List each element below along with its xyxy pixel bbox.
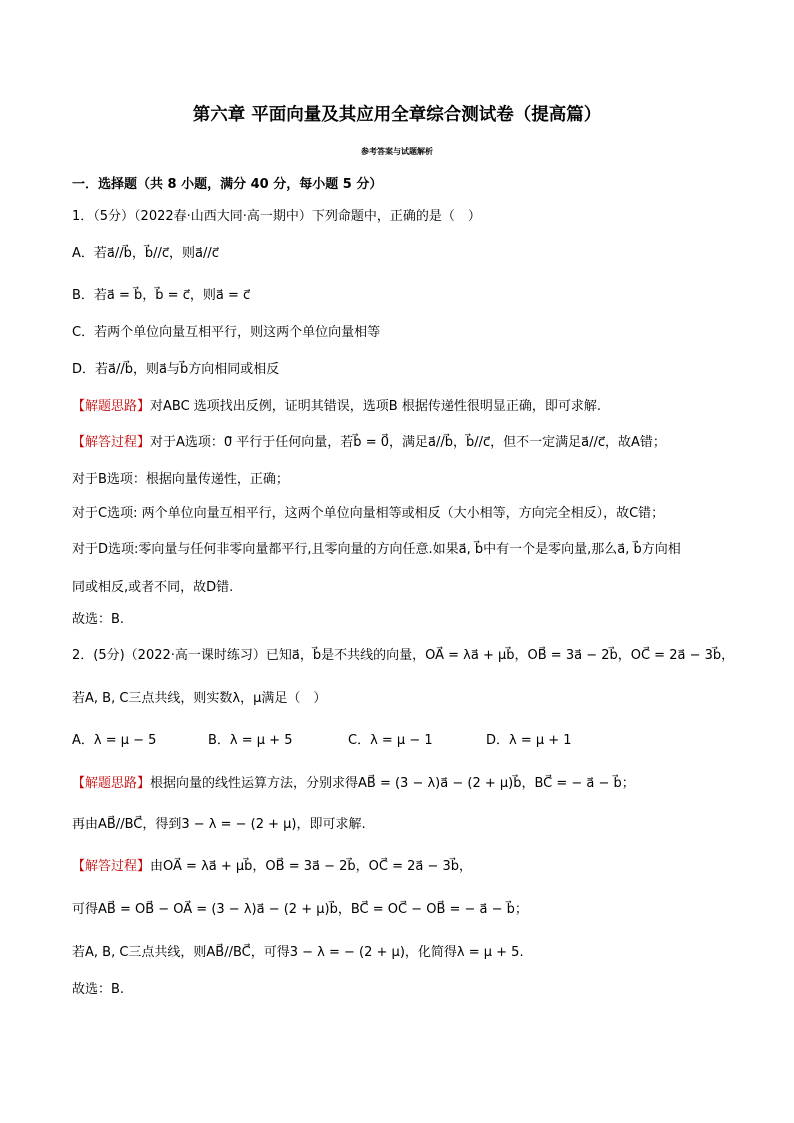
q2-option-a: A．λ = μ − 5 <box>72 733 157 748</box>
q1-option-d: D．若a⃗//b⃗，则a⃗与b⃗方向相同或相反 <box>72 362 280 377</box>
q2-idea-tag: 【解题思路】 <box>72 776 151 791</box>
q2-option-d: D．λ = μ + 1 <box>486 733 572 748</box>
q1-option-c: C．若两个单位向量互相平行，则这两个单位向量相等 <box>72 325 381 340</box>
q2-idea-line-1 <box>72 774 635 794</box>
page-title: 第六章 平面向量及其应用全章综合测试卷（提高篇） <box>192 105 602 125</box>
q2-stem-line-2: 若A, B, C三点共线，则实数λ，μ满足（ ） <box>72 691 327 706</box>
page-subtitle: 参考答案与试题解析 <box>361 147 433 156</box>
q2-options <box>72 731 572 751</box>
q1-stem: 1．（5分）（2022春·山西大同·高一期中）下列命题中，正确的是（ ） <box>72 209 481 224</box>
q2-option-b: B．λ = μ + 5 <box>208 733 293 748</box>
q1-process-line-2: 对于B选项：根据向量传递性，正确； <box>72 472 289 487</box>
q1-process-line-5: 同或相反,或者不同，故D错. <box>72 580 234 595</box>
q1-idea <box>72 397 601 417</box>
q2-stem-line-1: 2．(5分)（2022·高一课时练习）已知a⃗，b⃗是不共线的向量，OA⃗ = λa⃗ + μb⃗，OB⃗ = 3a⃗ − 2b⃗，OC⃗ = 2a⃗ − 3b⃗， <box>72 648 735 663</box>
q2-option-c: C．λ = μ − 1 <box>348 733 433 748</box>
q1-answer: 故选：B. <box>72 612 125 627</box>
q1-process-line-1 <box>72 433 666 453</box>
q1-process-text-1: 对于A选项：0⃗ 平行于任何向量，若b⃗ = 0⃗，满足a⃗//b⃗，b⃗//c⃗，但不一定满足a⃗//c⃗，故A错； <box>150 435 666 450</box>
q1-option-a: A．若a⃗//b⃗，b⃗//c⃗，则a⃗//c⃗ <box>72 246 219 261</box>
q1-idea-tag: 【解题思路】 <box>72 399 151 414</box>
q2-process-tag: 【解答过程】 <box>72 859 151 874</box>
q2-idea-line-2: 再由AB⃗//BC⃗，得到3 − λ = − (2 + μ)，即可求解. <box>72 817 366 832</box>
q2-process-text-1: 由OA⃗ = λa⃗ + μb⃗，OB⃗ = 3a⃗ − 2b⃗，OC⃗ = 2a⃗ − 3b⃗， <box>150 859 473 874</box>
q2-process-line-1 <box>72 857 472 877</box>
q1-option-b: B．若a⃗ = b⃗，b⃗ = c⃗，则a⃗ = c⃗ <box>72 288 251 303</box>
q2-process-line-3: 若A, B, C三点共线，则AB⃗//BC⃗，可得3 − λ = − (2 + μ)，化简得λ = μ + 5. <box>72 945 524 960</box>
q1-process-line-3: 对于C选项: 两个单位向量互相平行，这两个单位向量相等或相反（大小相等，方向完全相反），故C错； <box>72 506 665 521</box>
q2-answer: 故选：B. <box>72 982 125 997</box>
q1-process-line-4: 对于D选项:零向量与任何非零向量都平行,且零向量的方向任意.如果a⃗, b⃗中有一个是零向量,那么a⃗, b⃗方向相 <box>72 542 681 557</box>
section-heading: 一．选择题（共 8 小题，满分 40 分，每小题 5 分） <box>72 177 383 192</box>
q1-process-tag: 【解答过程】 <box>72 435 151 450</box>
q1-idea-text: 对ABC 选项找出反例，证明其错误，选项B 根据传递性很明显正确，即可求解. <box>150 399 601 414</box>
q2-process-line-2: 可得AB⃗ = OB⃗ − OA⃗ = (3 − λ)a⃗ − (2 + μ)b⃗，BC⃗ = OC⃗ − OB⃗ = − a⃗ − b⃗； <box>72 902 528 917</box>
q2-idea-text-1: 根据向量的线性运算方法，分别求得AB⃗ = (3 − λ)a⃗ − (2 + μ)b⃗，BC⃗ = − a⃗ − b⃗； <box>150 776 635 791</box>
